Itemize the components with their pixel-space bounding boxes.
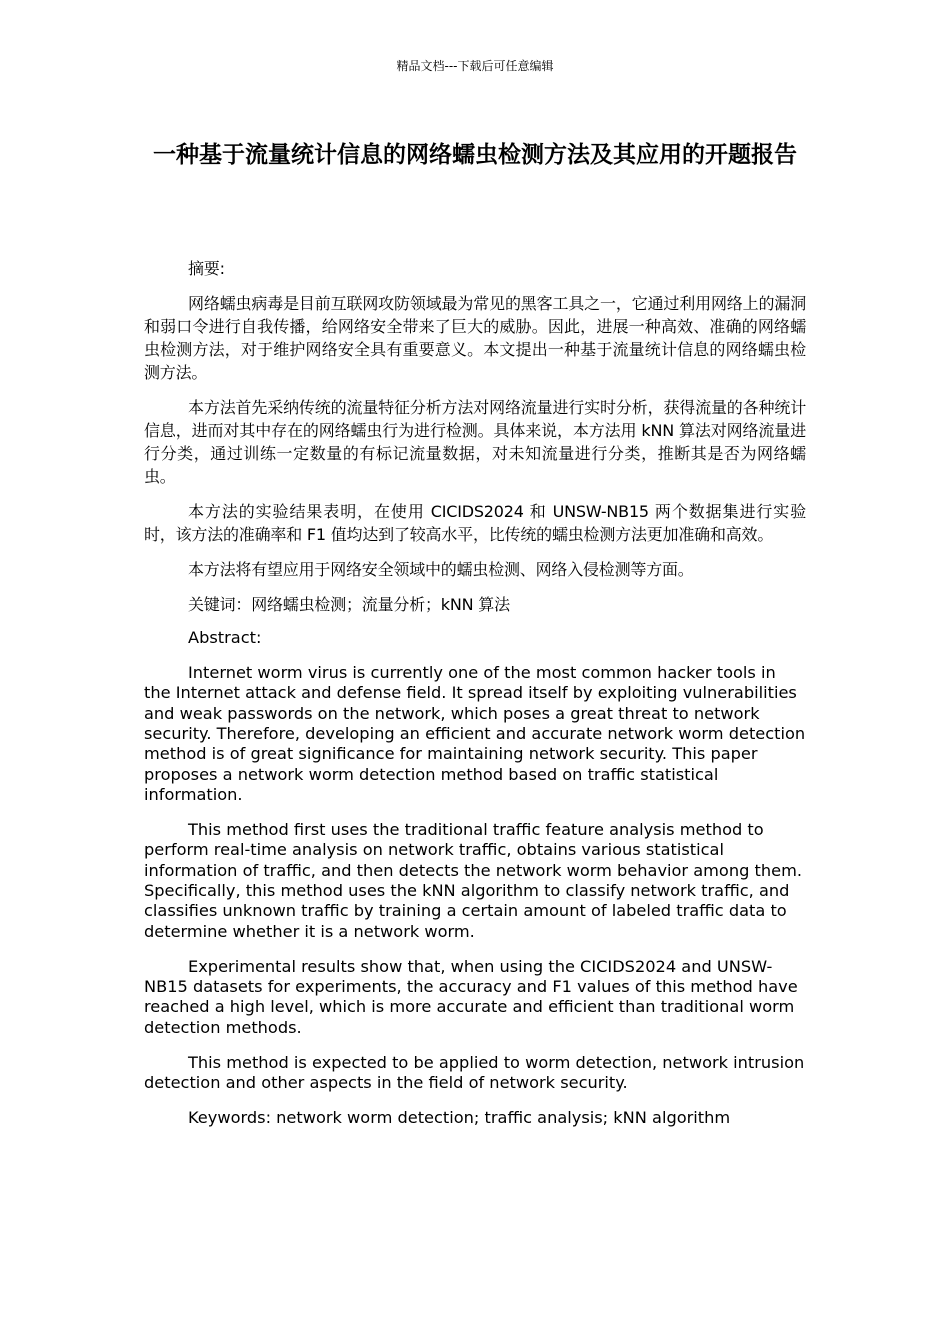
english-paragraph-4: This method is expected to be applied to worm detection, network intrusion detection and other aspects in the field of network security. <box>144 1052 805 1092</box>
document-title: 一种基于流量统计信息的网络蠕虫检测方法及其应用的开题报告 <box>153 142 797 168</box>
chinese-keywords: 关键词：网络蠕虫检测；流量分析；kNN 算法 <box>188 595 510 614</box>
english-paragraph-3: Experimental results show that, when using the CICIDS2024 and UNSW-NB15 datasets for experiments, the accuracy and F1 values of this method have reached a high level, which is more accurate and efficient than traditional worm detection methods. <box>144 956 798 1037</box>
chinese-paragraph-1: 网络蠕虫病毒是目前互联网攻防领域最为常见的黑客工具之一，它通过利用网络上的漏洞和弱口令进行自我传播，给网络安全带来了巨大的威胁。因此，进展一种高效、准确的网络蠕虫检测方法，对于维护网络安全具有重要意义。本文提出一种基于流量统计信息的网络蠕虫检测方法。 <box>144 294 806 382</box>
english-paragraph-1: Internet worm virus is currently one of the most common hacker tools in the Internet attack and defense field. It spread itself by exploiting vulnerabilities and weak passwords on the network, which poses a great threat to network security. Therefore, developing an efficient and accurate network worm detection method is of great significance for maintaining network security. This paper proposes a network worm detection method based on traffic statistical information. <box>144 662 806 805</box>
chinese-paragraph-2: 本方法首先采纳传统的流量特征分析方法对网络流量进行实时分析，获得流量的各种统计信息，进而对其中存在的网络蠕虫行为进行检测。具体来说，本方法用 kNN 算法对网络流量进行分类，通过训练一定数量的有标记流量数据，对未知流量进行分类，推断其是否为网络蠕虫。 <box>144 398 806 486</box>
chinese-abstract-label: 摘要: <box>188 259 225 278</box>
document-body <box>144 257 806 1142</box>
english-paragraph-2: This method first uses the traditional traffic feature analysis method to perform real-time analysis on network traffic, obtains various statistical information of traffic, and then detects the network worm behavior among them. Specifically, this method uses the kNN algorithm to classify network traffic, and classifies unknown traffic by training a certain amount of labeled traffic data to determine whether it is a network worm. <box>144 819 802 941</box>
chinese-paragraph-4: 本方法将有望应用于网络安全领域中的蠕虫检测、网络入侵检测等方面。 <box>188 560 694 579</box>
english-keywords: Keywords: network worm detection; traffic analysis; kNN algorithm <box>188 1107 731 1127</box>
english-abstract-label: Abstract: <box>188 628 262 647</box>
page-header: 精品文档---下载后可任意编辑 <box>396 59 554 73</box>
chinese-paragraph-3: 本方法的实验结果表明，在使用 CICIDS2024 和 UNSW-NB15 两个数据集进行实验时，该方法的准确率和 F1 值均达到了较高水平，比传统的蠕虫检测方法更加准确和高效。 <box>144 502 806 544</box>
